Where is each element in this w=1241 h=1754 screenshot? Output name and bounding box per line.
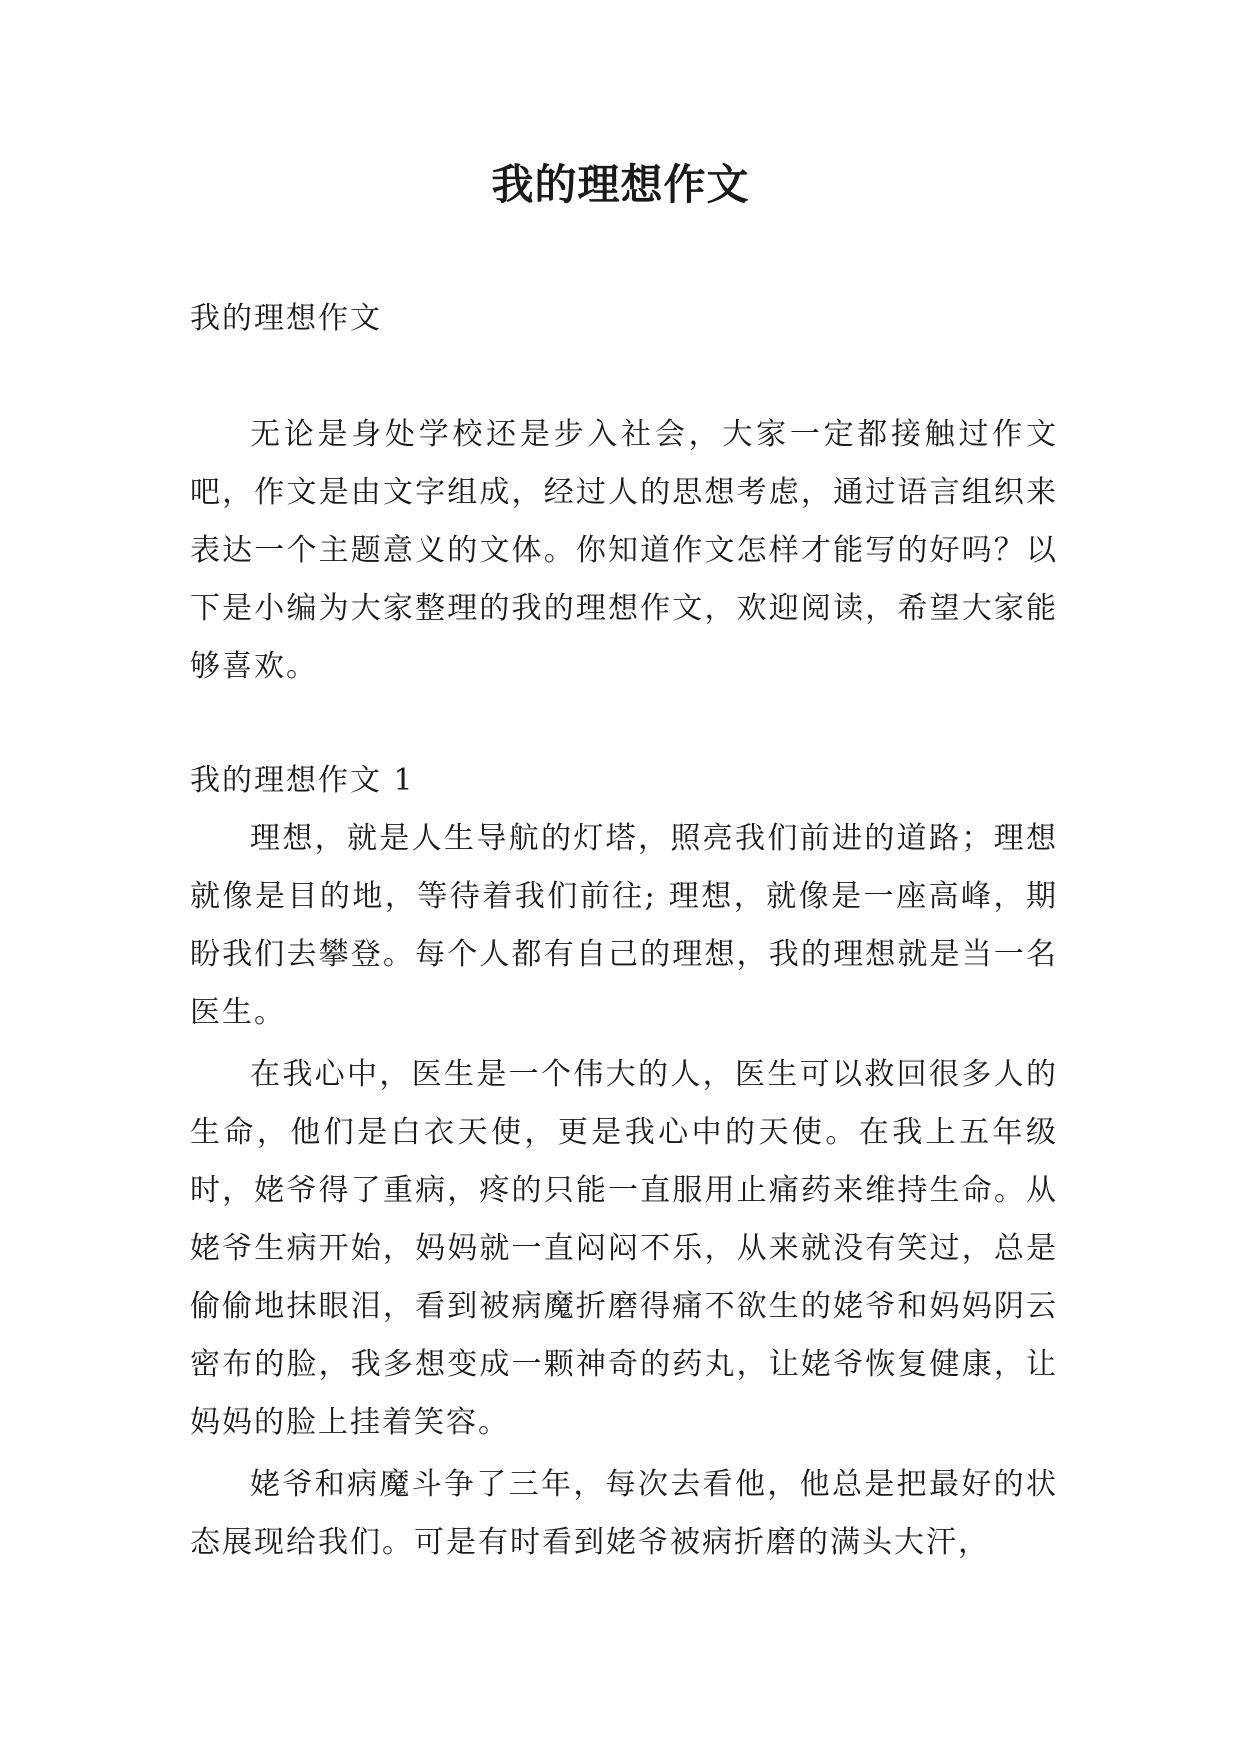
body-paragraph: 在我心中，医生是一个伟大的人，医生可以救回很多人的生命，他们是白衣天使，更是我心中的天使。在我上五年级时，姥爷得了重病，疼的只能一直服用止痛药来维持生命。从姥爷生病开始，妈妈就一直闷闷不乐，从来就没有笑过，总是偷偷地抹眼泪，看到被病魔折磨得痛不欲生的姥爷和妈妈阴云密布的脸，我多想变成一颗神奇的药丸，让姥爷恢复健康，让妈妈的脸上挂着笑容。 [190,1057,1058,1440]
document-title: 我的理想作文 [491,160,750,209]
document-heading: 我的理想作文 [190,301,382,336]
spacer [190,348,1058,406]
intro-paragraph: 无论是身处学校还是步入社会，大家一定都接触过作文吧，作文是由文字组成，经过人的思想考虑，通过语言组织来表达一个主题意义的文体。你知道作文怎样才能写的好吗？以下是小编为大家整理的我的理想作文，欢迎阅读，希望大家能够喜欢。 [190,417,1058,684]
section-heading: 我的理想作文 1 [190,763,415,798]
body-paragraph: 姥爷和病魔斗争了三年，每次去看他，他总是把最好的状态展现给我们。可是有时看到姥爷被病折磨的满头大汗， [190,1467,1058,1560]
document-body [190,290,1058,1572]
spacer [190,696,1058,752]
body-paragraph: 理想，就是人生导航的灯塔，照亮我们前进的道路；理想就像是目的地，等待着我们前往; 理想，就像是一座高峰，期盼我们去攀登。每个人都有自己的理想，我的理想就是当一名医生。 [190,821,1058,1030]
